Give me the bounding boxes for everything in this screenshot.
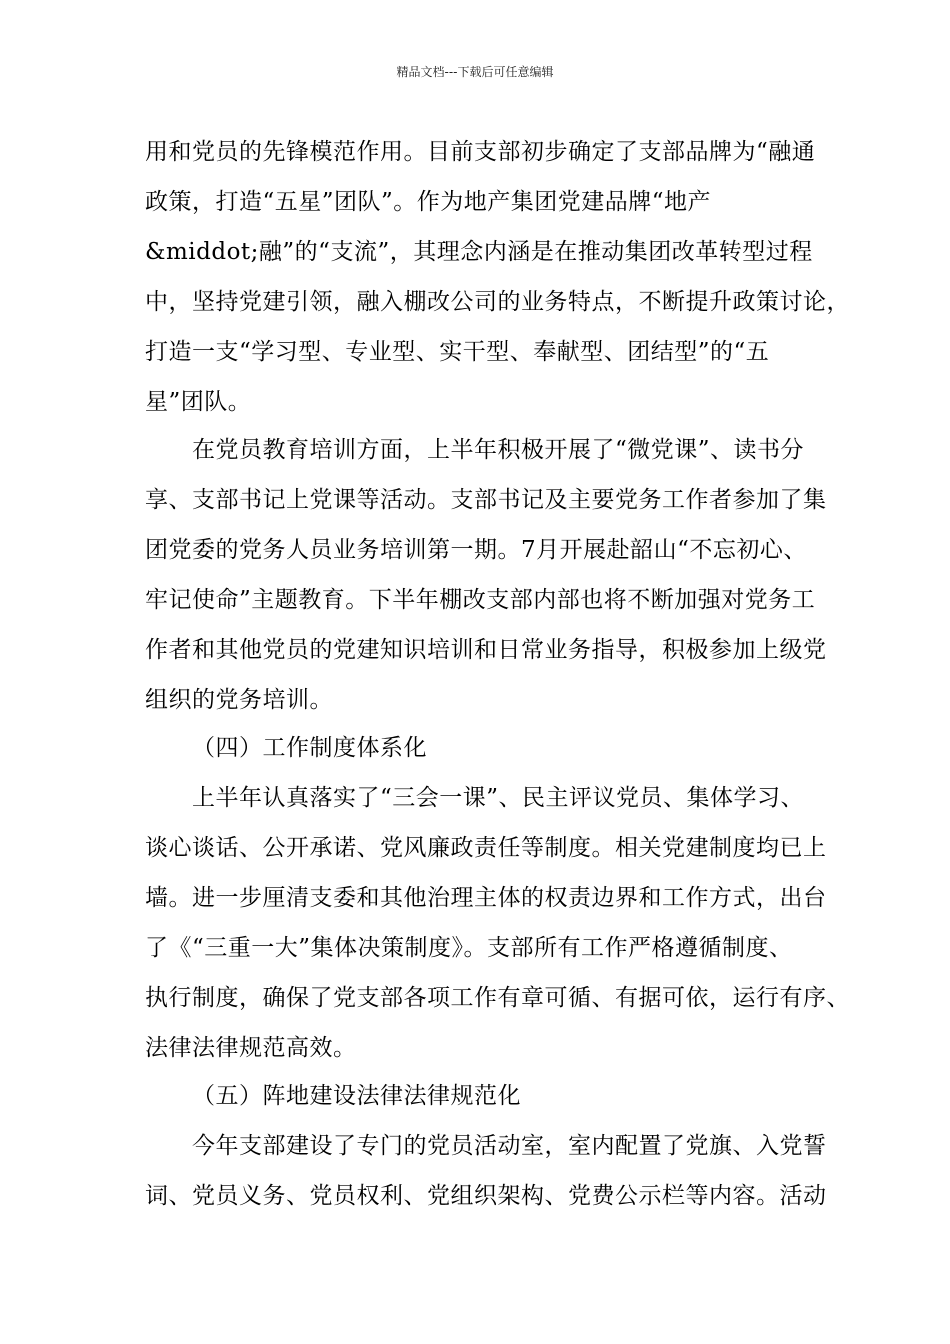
text-line: 了《“三重一大”集体决策制度》。支部所有工作严格遵循制度、 [145, 935, 793, 961]
text-line: 用和党员的先锋模范作用。目前支部初步确定了支部品牌为“融通 [145, 139, 816, 165]
text-line: 星”团队。 [145, 389, 252, 415]
text-line: 作者和其他党员的党建知识培训和日常业务指导，积极参加上级党 [145, 637, 827, 663]
section-heading: （四）工作制度体系化 [192, 735, 427, 761]
page-header: 精品文档---下载后可任意编辑 [396, 65, 554, 79]
text-line: 谈心谈话、公开承诺、党风廉政责任等制度。相关党建制度均已上 [145, 835, 827, 861]
text-line: 组织的党务培训。 [145, 687, 333, 713]
text-line: 政策，打造“五星”团队”。作为地产集团党建品牌“地产 [145, 189, 712, 215]
text-line: 中，坚持党建引领，融入棚改公司的业务特点，不断提升政策讨论， [145, 289, 850, 315]
text-line: 打造一支“学习型、专业型、实干型、奉献型、团结型”的“五 [145, 339, 770, 365]
section-heading: （五）阵地建设法律法律规范化 [192, 1083, 521, 1109]
paragraph-first-line: 上半年认真落实了“三会一课”、民主评议党员、集体学习、 [192, 785, 805, 811]
paragraph-first-line: 今年支部建设了专门的党员活动室，室内配置了党旗、入党誓 [192, 1133, 827, 1159]
text-line: 执行制度，确保了党支部各项工作有章可循、有据可依，运行有序、 [145, 985, 850, 1011]
text-line: 享、支部书记上党课等活动。支部书记及主要党务工作者参加了集 [145, 487, 827, 513]
text-line: 团党委的党务人员业务培训第一期。7月开展赴韶山“不忘初心、 [145, 537, 807, 563]
text-line: 墙。进一步厘清支委和其他治理主体的权责边界和工作方式，出台 [145, 885, 827, 911]
text-line: 牢记使命”主题教育。下半年棚改支部内部也将不断加强对党务工 [145, 587, 816, 613]
text-line: &middot;融”的“支流”，其理念内涵是在推动集团改革转型过程 [145, 239, 813, 265]
paragraph-first-line: 在党员教育培训方面，上半年积极开展了“微党课”、读书分 [192, 437, 805, 463]
text-line: 法律法律规范高效。 [145, 1035, 357, 1061]
text-line: 词、党员义务、党员权利、党组织架构、党费公示栏等内容。活动 [145, 1183, 827, 1209]
